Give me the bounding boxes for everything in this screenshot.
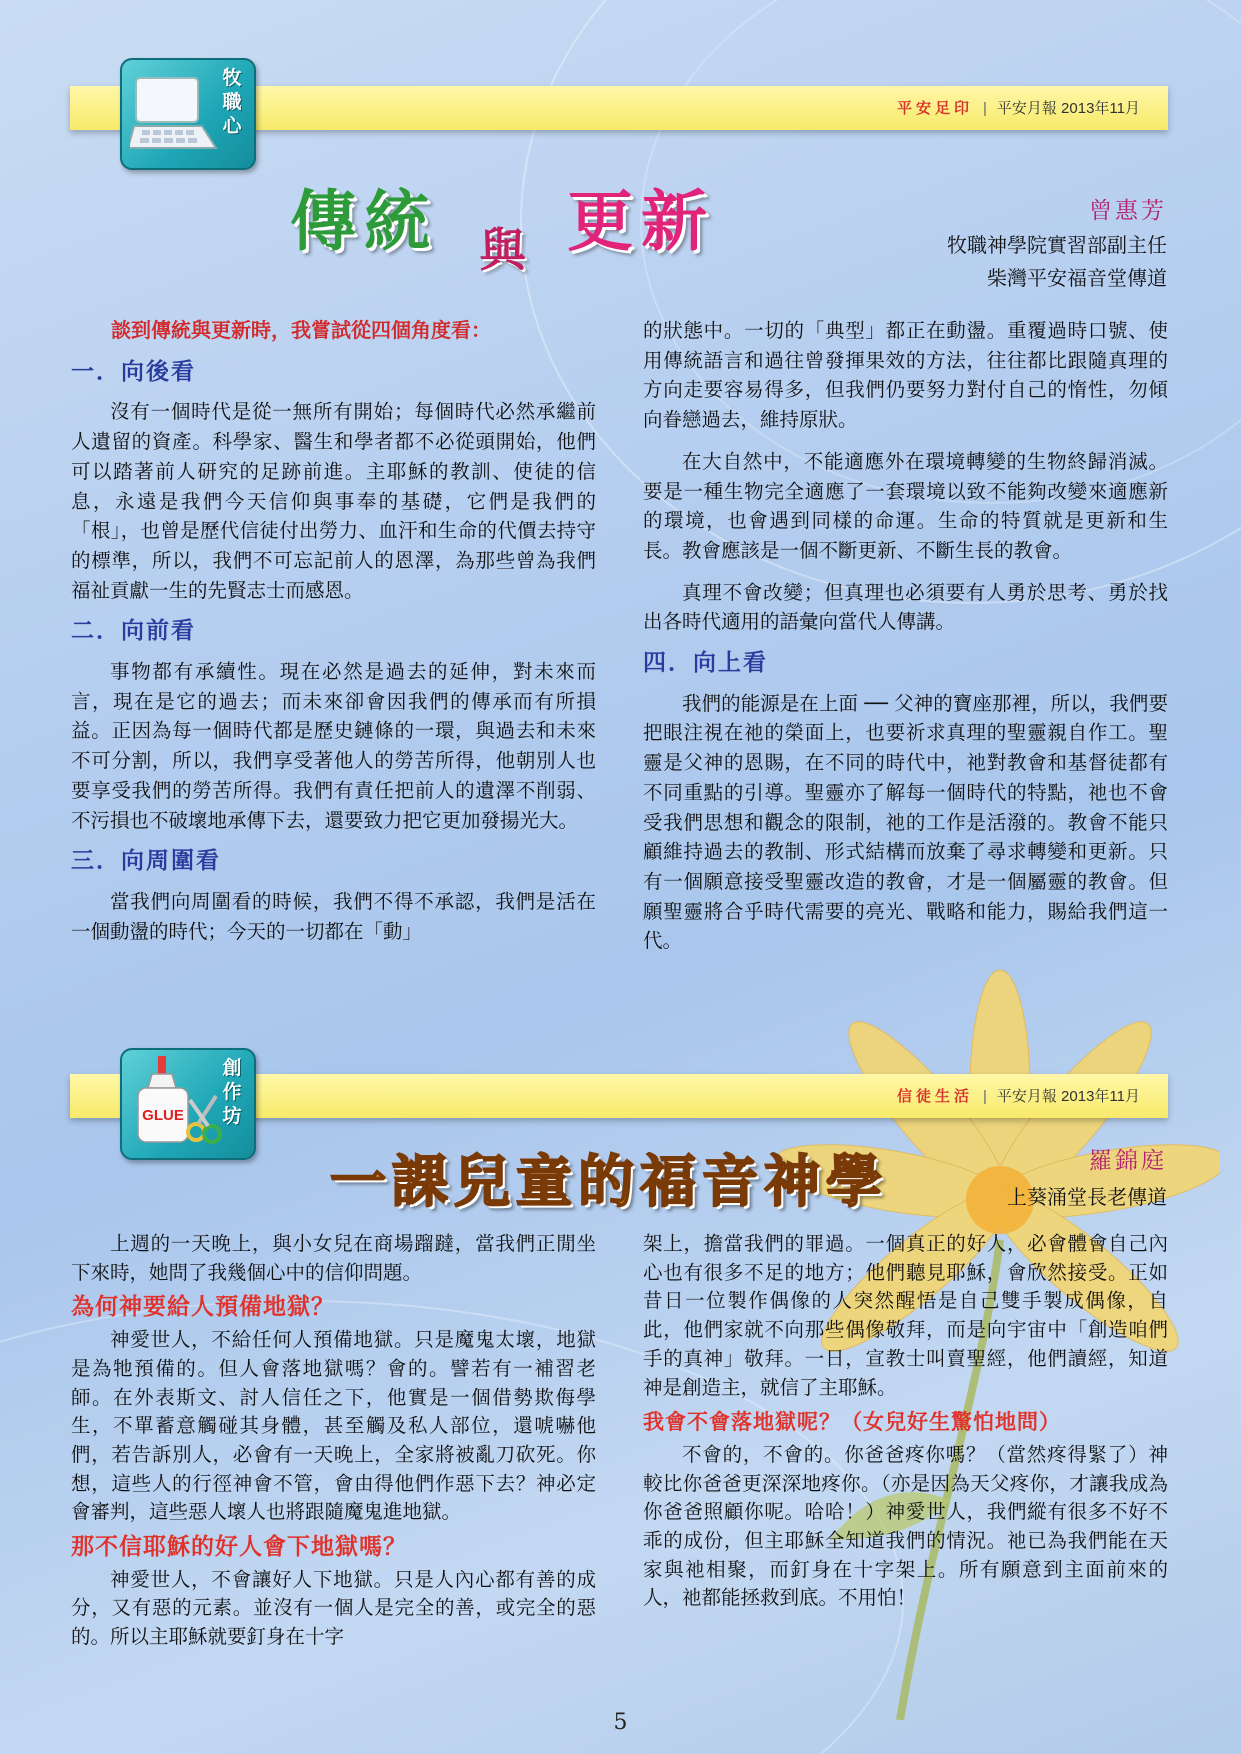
author-name: 羅錦庭 (1089, 1148, 1167, 1174)
column-badge-label: 牧 職 心 (222, 67, 242, 137)
section-heading: 二．向前看 (71, 618, 196, 645)
article-title: 一課兒童的福音神學 (330, 1150, 888, 1215)
question-heading: 那不信耶穌的好人會下地獄嗎？ (71, 1534, 407, 1561)
section-heading: 四．向上看 (643, 650, 768, 677)
computer-keyboard-icon (130, 74, 222, 156)
title-part-tradition: 傳統 (290, 183, 438, 260)
body-paragraph: 架上，擔當我們的罪過。一個真正的好人，必會體會自己內心也有很多不足的地方；他們聽見耶穌，會欣然接受。正如昔日一位製作偶像的人突然醒悟是自己雙手製成偶像，自此，他們家就不向那些偶像敬拜，而是向宇宙中「創造咱們手的真神」敬拜。一日，宣教士叫賣聖經，他們讀經，知道神是創造主，就信了主耶穌。 (643, 1232, 1168, 1399)
banner-separator: | (982, 1088, 987, 1105)
body-paragraph: 當我們向周圍看的時候，我們不得不承認，我們是活在一個動盪的時代；今天的一切都在「動」 (71, 889, 596, 943)
section-name: 信徒生活 (896, 1088, 973, 1105)
body-paragraph: 的狀態中。一切的「典型」都正在動盪。重覆過時口號、使用傳統語言和過往曾發揮果效的方法，往往都比跟隨真理的方向走要容易得多，但我們仍要努力對付自己的惰性，勿傾向眷戀過去，維持原狀。 (643, 319, 1168, 432)
body-paragraph: 神愛世人，不給任何人預備地獄。只是魔鬼太壞，地獄是為牠預備的。但人會落地獄嗎？會的。譬若有一補習老師。在外表斯文、討人信任之下，他實是一個借勢欺侮學生，不單蓄意觸碰其身體，甚至觸及私人部位，還唬嚇他們，若告訴別人，必會有一天晚上，全家將被亂刀砍死。你想，這些人的行徑神會不管，會由得他們作惡下去？神必定會審判，這些惡人壞人也將跟隨魔鬼進地獄。 (71, 1328, 596, 1524)
question-heading: 為何神要給人預備地獄？ (71, 1294, 335, 1321)
author-block (947, 192, 1167, 295)
title-connector: 與 (479, 223, 526, 277)
section-name: 平安足印 (896, 100, 973, 117)
column-badge (120, 1048, 256, 1160)
author-role: 柴灣平安福音堂傳道 (987, 266, 1167, 290)
author-role: 牧職神學院實習部副主任 (947, 233, 1167, 257)
question-heading: 我會不會落地獄呢？（女兒好生驚怕地問） (643, 1410, 1061, 1435)
body-paragraph: 神愛世人，不會讓好人下地獄。只是人內心都有善的成分，又有惡的元素。並沒有一個人是完全的善，或完全的惡的。所以主耶穌就要釘身在十字 (71, 1567, 596, 1649)
article-right-column (643, 316, 1168, 968)
article-left-column (71, 316, 596, 958)
banner-meta (897, 1085, 1140, 1106)
body-paragraph: 在大自然中，不能適應外在環境轉變的生物終歸消滅。要是一種生物完全適應了一套環境以致不能夠改變來適應新的環境，也會遇到同樣的命運。生命的特質就是更新和生長。教會應該是一個不斷更新、不斷生長的教會。 (643, 449, 1168, 562)
author-block (1007, 1142, 1167, 1214)
page-number: 5 (613, 1710, 628, 1735)
column-badge-label: 創 作 坊 (222, 1057, 242, 1127)
column-badge (120, 58, 256, 170)
publication-date: 平安月報 2013年11月 (996, 100, 1140, 117)
article-title (290, 168, 716, 277)
banner-separator: | (982, 100, 987, 117)
body-paragraph: 我們的能源是在上面 ── 父神的寶座那裡，所以，我們要把眼注視在祂的榮面上，也要祈求真理的聖靈親自作工。聖靈是父神的恩賜，在不同的時代中，祂對教會和基督徒都有不同重點的引導。聖靈亦了解每一個時代的特點，祂也不會受我們思想和觀念的限制，祂的工作是活潑的。教會不能只顧維持過去的教制、形式結構而放棄了尋求轉變和更新。只有一個願意接受聖靈改造的教會，才是一個屬靈的教會。但願聖靈將合乎時代需要的亮光、戰略和能力，賜給我們這一代。 (643, 691, 1168, 953)
article-intro: 談到傳統與更新時，我嘗試從四個角度看： (111, 318, 491, 342)
body-paragraph: 事物都有承續性。現在必然是過去的延伸，對未來而言，現在是它的過去；而未來卻會因我們的傳承而有所損益。正因為每一個時代都是歷史鏈條的一環，與過去和未來不可分割，所以，我們享受著他人的勞苦所得，他朝別人也要享受我們的勞苦所得。我們有責任把前人的遺澤不削弱、不污損也不破壞地承傳下去，還要致力把它更加發揚光大。 (71, 660, 596, 832)
body-paragraph: 不會的，不會的。你爸爸疼你嗎？（當然疼得緊了）神較比你爸爸更深深地疼你。（亦是因為天父疼你，才讓我成為你爸爸照顧你呢。哈哈！）神愛世人，我們縱有很多不好不乖的成份，但主耶穌全知道我們的情況。祂已為我們能在天家與祂相聚，而釘身在十字架上。所有願意到主面前來的人，祂都能拯救到底。不用怕！ (643, 1442, 1168, 1610)
article-right-column (643, 1230, 1168, 1625)
article-left-column (71, 1230, 596, 1664)
author-role: 上葵涌堂長老傳道 (1007, 1185, 1167, 1209)
author-name: 曾惠芳 (1089, 198, 1167, 224)
title-part-renewal: 更新 (567, 183, 716, 260)
body-paragraph: 真理不會改變；但真理也必須要有人勇於思考、勇於找出各時代適用的語彙向當代人傳講。 (643, 580, 1168, 634)
section-heading: 三．向周圍看 (71, 848, 221, 875)
section-heading: 一．向後看 (71, 358, 196, 385)
banner-meta (897, 97, 1140, 118)
publication-date: 平安月報 2013年11月 (996, 1088, 1140, 1105)
body-paragraph: 上週的一天晚上，與小女兒在商場蹓躂，當我們正閒坐下來時，她問了我幾個心中的信仰問題。 (71, 1232, 596, 1284)
body-paragraph: 沒有一個時代是從一無所有開始；每個時代必然承繼前人遺留的資產。科學家、醫生和學者都不必從頭開始，他們可以踏著前人研究的足跡前進。主耶穌的教訓、使徒的信息，永遠是我們今天信仰與事奉的基礎，它們是我們的「根」，也曾是歷代信徒付出勞力、血汗和生命的代價去持守的標準，所以，我們不可忘記前人的恩澤，為那些曾為我們福祉貢獻一生的先賢志士而感恩。 (71, 400, 596, 602)
glue-label: GLUE (142, 1107, 184, 1124)
glue-bottle-scissors-icon (128, 1052, 224, 1152)
